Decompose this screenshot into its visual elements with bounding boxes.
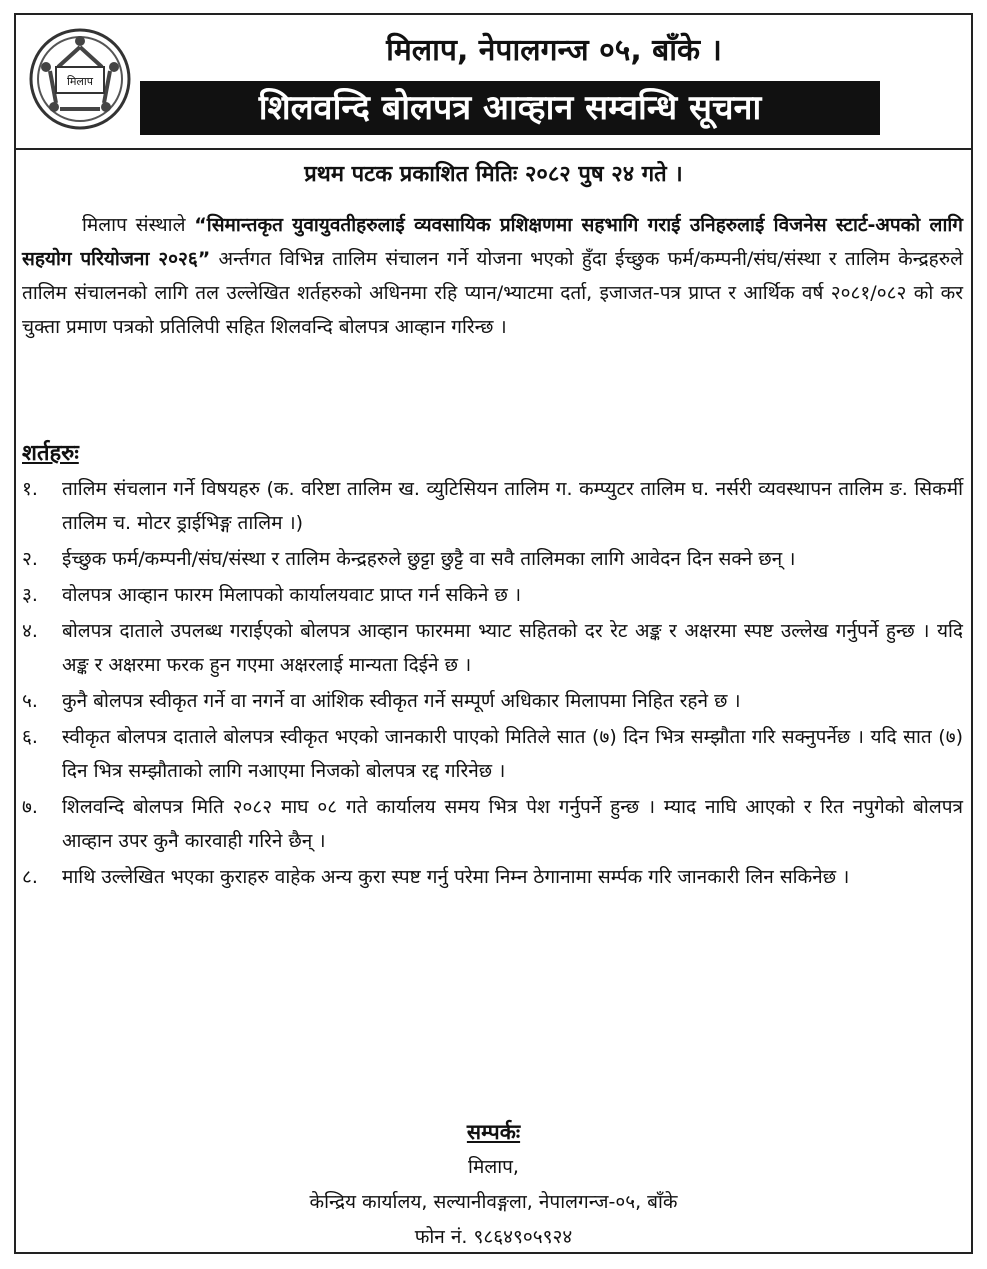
term-number: ७.	[22, 796, 38, 818]
intro-paragraph	[22, 208, 963, 344]
notice-body	[16, 150, 971, 1250]
term-item	[22, 614, 963, 682]
contact-org: मिलाप,	[468, 1156, 519, 1178]
term-item	[22, 684, 963, 718]
term-item	[22, 790, 963, 858]
term-number: १.	[22, 478, 38, 500]
term-item	[22, 472, 963, 540]
term-text: तालिम संचलान गर्ने विषयहरु (क. वरिष्टा तालिम ख. व्युटिसियन तालिम ग. कम्प्युटर तालिम घ. नर्सरी व्यवस्थापन तालिम ङ. सिकर्मी तालिम च. मोटर ड्राईभिङ्ग तालिम ।)	[62, 478, 963, 534]
term-number: ५.	[22, 690, 38, 712]
notice-header	[16, 15, 971, 150]
term-text: वोलपत्र आव्हान फारम मिलापको कार्यालयवाट प्राप्त गर्न सकिने छ ।	[62, 584, 522, 606]
organization-line: मिलाप, नेपालगन्ज ०५, बाँके ।	[386, 33, 722, 68]
contact-address: केन्द्रिय कार्यालय, सल्यानीवङ्गला, नेपालगन्ज-०५, बाँके	[309, 1191, 678, 1213]
project-name: “सिमान्तकृत युवायुवतीहरुलाई व्यवसायिक प्रशिक्षणमा सहभागि गराई उनिहरुलाई विजनेस स्टार्ट-अपको लागि सहयोग परियोजना २०२६”	[22, 214, 963, 270]
term-item	[22, 860, 963, 894]
term-number: ८.	[22, 866, 38, 888]
term-text: ईच्छुक फर्म/कम्पनी/संघ/संस्था र तालिम केन्द्रहरुले छुट्टा छुट्टै वा सवै तालिमका लागि आवेदन दिन सक्ने छन् ।	[62, 548, 796, 570]
term-item	[22, 542, 963, 576]
contact-phone: फोन नं. ९८६४९०५९२४	[414, 1226, 573, 1248]
term-text: माथि उल्लेखित भएका कुराहरु वाहेक अन्य कुरा स्पष्ट गर्नु परेमा निम्न ठेगानामा सर्म्पक गरि जानकारी लिन सकिनेछ ।	[62, 866, 850, 888]
term-text: कुनै बोलपत्र स्वीकृत गर्ने वा नगर्ने वा आंशिक स्वीकृत गर्ने सम्पूर्ण अधिकार मिलापमा निहित रहने छ ।	[62, 690, 741, 712]
notice-title: शिलवन्दि बोलपत्र आव्हान सम्वन्धि सूचना	[140, 81, 880, 135]
terms-heading: शर्तहरुः	[22, 441, 79, 466]
intro-part1: मिलाप संस्थाले	[82, 214, 195, 236]
term-number: ६.	[22, 726, 38, 748]
milap-logo	[28, 27, 132, 131]
terms-list	[22, 472, 963, 896]
publication-date: प्रथम पटक प्रकाशित मितिः २०८२ पुष २४ गते ।	[304, 162, 683, 187]
term-text: स्वीकृत बोलपत्र दाताले बोलपत्र स्वीकृत भएको जानकारी पाएको मितिले सात (७) दिन भित्र सम्झौता गरि सक्नुपर्नेछ । यदि सात (७) दिन भित्र सम्झौताको लागि नआएमा निजको बोलपत्र रद्द गरिनेछ ।	[62, 726, 963, 782]
svg-text:मिलाप: मिलाप	[67, 75, 93, 88]
term-number: ४.	[22, 620, 38, 642]
notice-frame	[14, 13, 973, 1254]
contact-heading: सम्पर्कः	[466, 1120, 521, 1144]
term-text: शिलवन्दि बोलपत्र मिति २०८२ माघ ०८ गते कार्यालय समय भित्र पेश गर्नुपर्ने हुन्छ । म्याद नाघि आएको र रित नपुगेको बोलपत्र आव्हान उपर कुनै कारवाही गरिने छैन् ।	[62, 796, 963, 852]
contact-block	[16, 1115, 971, 1255]
term-number: ३.	[22, 584, 38, 606]
term-text: बोलपत्र दाताले उपलब्ध गराईएको बोलपत्र आव्हान फारममा भ्याट सहितको दर रेट अङ्क र अक्षरमा स्पष्ट उल्लेख गर्नुपर्ने हुन्छ । यदि अङ्क र अक्षरमा फरक हुन गएमा अक्षरलाई मान्यता दिईने छ ।	[62, 620, 963, 676]
term-item	[22, 720, 963, 788]
term-number: २.	[22, 548, 38, 570]
term-item	[22, 578, 963, 612]
intro-part2: अर्न्तगत विभिन्न तालिम संचालन गर्ने योजना भएको हुँदा ईच्छुक फर्म/कम्पनी/संघ/संस्था र तालिम केन्द्रहरुले तालिम संचालनको लागि तल उल्लेखित शर्तहरुको अधिनमा रहि प्यान/भ्याटमा दर्ता, इजाजत-पत्र प्राप्त र आर्थिक वर्ष २०८१/०८२ को कर चुक्ता प्रमाण पत्रको प्रतिलिपी सहित शिलवन्दि बोलपत्र आव्हान गरिन्छ ।	[22, 248, 963, 338]
